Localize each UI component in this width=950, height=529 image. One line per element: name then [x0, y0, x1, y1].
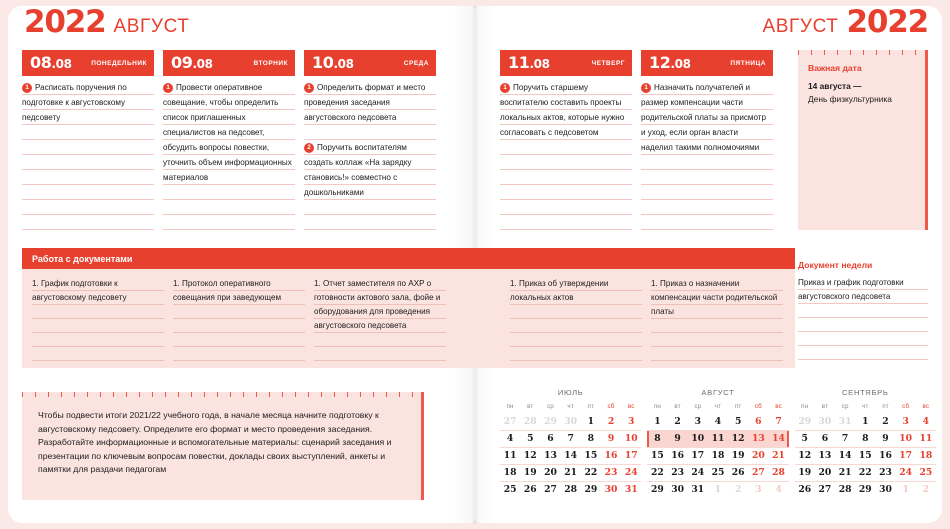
important-date-event: День физкультурника — [808, 93, 892, 104]
task-text: Назначить получателей и размер компенсации части родительской платы за присмотр и уход, если орган власти наделил такими полномочиями — [641, 83, 767, 152]
weekday-header: вс — [775, 403, 782, 410]
calendar-day-cell[interactable]: 24 — [896, 464, 916, 481]
day-cards-row — [22, 50, 928, 230]
weekday-header: пт — [587, 403, 595, 410]
calendar-day-cell[interactable]: 28 — [768, 464, 788, 481]
task-number-badge: 1 — [163, 83, 173, 93]
calendar-day-cell[interactable]: 14 — [768, 430, 788, 447]
calendar-day-cell[interactable]: 25 — [916, 464, 936, 481]
calendar-week-row — [795, 413, 936, 430]
calendar-day-cell[interactable]: 13 — [540, 447, 560, 464]
calendar-day-cell[interactable]: 23 — [875, 464, 895, 481]
task-number-badge: 1 — [304, 83, 314, 93]
weekday-header: ср — [547, 403, 554, 410]
weekday-header: чт — [714, 403, 722, 410]
calendar-day-cell[interactable]: 31 — [688, 481, 708, 498]
calendar-day-cell[interactable]: 7 — [835, 430, 855, 447]
calendar-week-row — [500, 464, 641, 481]
important-date-body — [808, 80, 915, 105]
calendar-day-cell[interactable]: 20 — [540, 464, 560, 481]
calendar-day-cell[interactable]: 15 — [581, 447, 601, 464]
calendar-day-cell[interactable]: 17 — [621, 447, 641, 464]
task-number-badge: 1 — [22, 83, 32, 93]
calendar-day-cell[interactable]: 6 — [815, 430, 835, 447]
calendar-day-cell[interactable]: 5 — [734, 415, 742, 427]
calendar-day-cell[interactable]: 2 — [607, 415, 615, 427]
day-card-weekday: ПОНЕДЕЛЬНИК — [91, 59, 147, 67]
mini-calendar-grid — [647, 402, 788, 498]
calendar-day-cell[interactable]: 1 — [896, 481, 916, 498]
calendar-day-cell[interactable]: 9 — [601, 430, 621, 447]
calendar-day-cell[interactable]: 23 — [668, 464, 688, 481]
calendar-day-cell[interactable]: 4 — [922, 415, 930, 427]
calendar-day-cell[interactable]: 27 — [503, 415, 517, 427]
calendar-day-cell[interactable]: 27 — [748, 464, 768, 481]
calendar-week-row — [795, 481, 936, 498]
calendar-day-cell[interactable]: 21 — [768, 447, 788, 464]
masthead-left — [24, 3, 190, 40]
weekday-header: ср — [841, 403, 849, 410]
document-of-week-panel — [798, 248, 928, 368]
calendar-day-cell[interactable]: 14 — [835, 447, 855, 464]
calendar-day-cell[interactable]: 21 — [561, 464, 581, 481]
mini-calendar-grid — [500, 402, 641, 498]
calendar-day-cell[interactable]: 1 — [654, 415, 661, 427]
calendar-day-cell[interactable]: 25 — [500, 481, 520, 498]
calendar-day-cell[interactable]: 5 — [795, 430, 815, 447]
calendar-day-cell[interactable]: 10 — [688, 430, 708, 447]
document-column[interactable] — [314, 277, 446, 363]
calendar-day-cell[interactable]: 31 — [621, 481, 641, 498]
calendar-day-cell[interactable]: 9 — [875, 430, 895, 447]
calendar-day-cell[interactable]: 22 — [855, 464, 875, 481]
calendar-day-cell[interactable]: 1 — [587, 415, 595, 427]
calendar-day-cell[interactable]: 4 — [500, 430, 520, 447]
monthly-tip-text: Чтобы подвести итоги 2021/22 учебного года, в начале месяца начните подготовку к августовскому педсовету. Определите его формат и место проведения заседания. Разработайте информационные и вспомогательные материалы: сценарий заседания и презентации по ключевым вопросам повестки, доклады своих выступлений, анкеты и памятки для раздачи педагогам — [38, 410, 392, 475]
day-card-date: 12.08 — [649, 53, 691, 72]
calendar-day-cell[interactable]: 27 — [815, 481, 835, 498]
calendar-day-cell[interactable]: 17 — [688, 447, 708, 464]
day-card-header — [304, 50, 436, 76]
documents-title: Работа с документами — [22, 248, 795, 269]
mini-calendar — [647, 388, 788, 518]
day-task — [304, 140, 436, 200]
calendar-day-cell[interactable]: 21 — [835, 464, 855, 481]
calendar-day-cell[interactable]: 11 — [500, 447, 520, 464]
calendar-day-cell[interactable]: 3 — [694, 415, 701, 427]
calendar-day-cell[interactable]: 3 — [748, 481, 768, 498]
day-task — [22, 80, 154, 125]
day-card-weekday: СРЕДА — [403, 59, 429, 67]
day-task — [163, 80, 295, 185]
masthead-right — [762, 3, 929, 40]
calendar-day-cell[interactable]: 27 — [540, 481, 560, 498]
calendar-day-cell[interactable]: 15 — [647, 447, 667, 464]
calendar-week-row — [647, 464, 788, 481]
weekday-header: вт — [821, 403, 829, 410]
mini-calendar-grid — [795, 402, 936, 498]
weekday-header: сб — [902, 403, 910, 410]
day-card-body[interactable] — [304, 76, 436, 230]
masthead-year-left: 2022 — [24, 3, 106, 40]
masthead-month-right: АВГУСТ — [762, 15, 839, 37]
calendar-day-cell[interactable]: 9 — [668, 430, 688, 447]
task-number-badge: 1 — [500, 83, 510, 93]
day-card-weekday: ПЯТНИЦА — [730, 59, 766, 67]
weekday-header-row — [795, 402, 936, 413]
weekday-header: пт — [882, 403, 889, 410]
weekday-header-row — [500, 402, 641, 413]
important-date-date: 14 августа — — [808, 81, 862, 91]
calendar-day-cell[interactable]: 18 — [916, 447, 936, 464]
calendar-day-cell[interactable]: 29 — [855, 481, 875, 498]
day-card[interactable] — [22, 50, 154, 230]
calendar-day-cell[interactable]: 12 — [795, 447, 815, 464]
calendar-day-cell[interactable]: 2 — [916, 481, 936, 498]
calendar-day-cell[interactable]: 16 — [668, 447, 688, 464]
important-date-panel — [798, 50, 928, 230]
task-number-badge: 2 — [304, 143, 314, 153]
calendar-week-row — [795, 464, 936, 481]
calendar-day-cell[interactable]: 18 — [708, 447, 728, 464]
weekday-header: пт — [734, 403, 742, 410]
calendar-day-cell[interactable]: 4 — [768, 481, 788, 498]
calendar-day-cell[interactable]: 1 — [862, 415, 869, 427]
weekday-header: пн — [506, 403, 514, 410]
calendar-day-cell[interactable]: 6 — [755, 415, 762, 427]
calendar-day-cell[interactable]: 22 — [581, 464, 601, 481]
calendar-day-cell[interactable]: 4 — [714, 415, 722, 427]
calendar-day-cell[interactable]: 13 — [815, 447, 835, 464]
day-card-date: 11.08 — [508, 53, 550, 72]
calendar-day-cell[interactable]: 29 — [647, 481, 667, 498]
task-text: Поручить воспитателям создать коллаж «На зарядку становись!» совместно с дошкольниками — [304, 143, 412, 197]
calendar-day-cell[interactable]: 2 — [728, 481, 748, 498]
calendar-day-cell[interactable]: 15 — [855, 447, 875, 464]
calendar-day-cell[interactable]: 13 — [748, 430, 768, 447]
weekday-header: сб — [754, 403, 762, 410]
task-text: Определить формат и место проведения заседания августовского педсовета — [304, 83, 426, 122]
day-card-body[interactable] — [500, 76, 632, 230]
calendar-week-row — [647, 481, 788, 498]
calendar-day-cell[interactable]: 10 — [621, 430, 641, 447]
calendar-day-cell[interactable]: 23 — [601, 464, 621, 481]
weekday-header: вс — [627, 403, 635, 410]
calendar-week-row — [500, 481, 641, 498]
calendar-day-cell[interactable]: 2 — [882, 415, 889, 427]
masthead-year-right: 2022 — [846, 3, 928, 40]
calendar-day-cell[interactable]: 11 — [708, 430, 728, 447]
weekday-header: вт — [674, 403, 681, 410]
document-item: 1. График подготовки к августовскому педсовету — [32, 279, 127, 302]
calendar-day-cell[interactable]: 24 — [688, 464, 708, 481]
mini-calendar — [795, 388, 936, 518]
day-card-body[interactable] — [22, 76, 154, 230]
document-item: 1. Отчет заместителя по АХР о готовности актового зала, фойе и оборудования для проведения августовского педсовета — [314, 279, 441, 330]
calendar-day-cell[interactable]: 22 — [647, 464, 667, 481]
calendar-day-cell[interactable]: 31 — [838, 415, 852, 427]
masthead — [0, 2, 950, 42]
weekday-header: пн — [653, 403, 661, 410]
day-card[interactable] — [304, 50, 436, 230]
calendar-day-cell[interactable]: 1 — [708, 481, 728, 498]
calendar-day-cell[interactable]: 20 — [748, 447, 768, 464]
calendar-day-cell[interactable]: 28 — [523, 415, 537, 427]
task-text: Провести оперативное совещание, чтобы определить список приглашенных специалистов на педсовет, обсудить вопросы повестки, уточнить объем информационных материалов — [163, 83, 292, 182]
calendar-day-cell[interactable]: 30 — [875, 481, 895, 498]
calendar-day-cell[interactable]: 2 — [674, 415, 681, 427]
masthead-month-left: АВГУСТ — [113, 15, 190, 37]
weekday-header: пн — [801, 403, 809, 410]
calendar-week-row — [500, 447, 641, 464]
calendar-day-cell[interactable]: 7 — [561, 430, 581, 447]
calendar-day-cell[interactable]: 18 — [500, 464, 520, 481]
calendar-day-cell[interactable]: 30 — [818, 415, 832, 427]
calendar-week-row — [647, 413, 788, 430]
calendar-day-cell[interactable]: 5 — [520, 430, 540, 447]
day-card[interactable] — [500, 50, 632, 230]
documents-columns — [22, 269, 795, 368]
calendar-week-row — [795, 430, 936, 447]
weekday-header: вс — [922, 403, 930, 410]
document-column[interactable] — [510, 277, 642, 363]
calendar-day-cell[interactable]: 26 — [728, 464, 748, 481]
document-column[interactable] — [32, 277, 164, 363]
calendar-day-cell[interactable]: 17 — [896, 447, 916, 464]
document-item: 1. Приказ о назначении компенсации части родительской платы — [651, 279, 778, 316]
calendar-day-cell[interactable]: 26 — [795, 481, 815, 498]
documents-band — [22, 248, 795, 368]
calendar-day-cell[interactable]: 14 — [561, 447, 581, 464]
calendar-day-cell[interactable]: 28 — [835, 481, 855, 498]
mini-calendar-title: ИЮЛЬ — [557, 388, 584, 397]
day-card-weekday: ВТОРНИК — [253, 59, 288, 67]
mini-calendars — [500, 388, 936, 518]
calendar-day-cell[interactable]: 26 — [520, 481, 540, 498]
day-card-weekday: ЧЕТВЕРГ — [591, 59, 625, 67]
calendar-day-cell[interactable]: 19 — [728, 447, 748, 464]
document-column[interactable] — [173, 277, 305, 363]
monthly-tip-box — [22, 392, 424, 500]
calendar-day-cell[interactable]: 29 — [544, 415, 557, 427]
calendar-day-cell[interactable]: 24 — [621, 464, 641, 481]
calendar-day-cell[interactable]: 29 — [581, 481, 601, 498]
calendar-day-cell[interactable]: 25 — [708, 464, 728, 481]
calendar-week-row — [795, 447, 936, 464]
calendar-day-cell[interactable]: 8 — [581, 430, 601, 447]
calendar-day-cell[interactable]: 12 — [728, 430, 748, 447]
day-task — [500, 80, 632, 140]
calendar-day-cell[interactable]: 19 — [520, 464, 540, 481]
weekday-header: вт — [527, 403, 534, 410]
calendar-day-cell[interactable]: 12 — [520, 447, 540, 464]
document-item: 1. Протокол оперативного совещания при заведующем — [173, 279, 282, 302]
calendar-day-cell[interactable]: 16 — [875, 447, 895, 464]
calendar-day-cell[interactable]: 8 — [855, 430, 875, 447]
weekday-header-row — [647, 402, 788, 413]
day-card-date: 08.08 — [30, 53, 72, 72]
calendar-day-cell[interactable]: 7 — [775, 415, 782, 427]
day-task — [304, 80, 436, 125]
calendar-day-cell[interactable]: 30 — [564, 415, 578, 427]
document-column[interactable] — [651, 277, 783, 363]
day-card-date: 10.08 — [312, 53, 354, 72]
calendar-week-row — [500, 430, 641, 447]
calendar-day-cell[interactable]: 28 — [561, 481, 581, 498]
calendar-day-cell[interactable]: 29 — [798, 415, 812, 427]
day-card-header — [22, 50, 154, 76]
mini-calendar — [500, 388, 641, 518]
document-of-week-title: Документ недели — [798, 260, 873, 270]
day-card[interactable] — [163, 50, 295, 230]
calendar-day-cell[interactable]: 19 — [795, 464, 815, 481]
calendar-day-cell[interactable]: 16 — [601, 447, 621, 464]
important-date-title: Важная дата — [808, 63, 862, 73]
day-card-body[interactable] — [641, 76, 773, 230]
task-number-badge: 1 — [641, 83, 651, 93]
mini-calendar-title: СЕНТЯБРЬ — [842, 388, 889, 397]
calendar-day-cell[interactable]: 8 — [647, 430, 667, 447]
calendar-week-row-highlighted — [647, 430, 788, 447]
calendar-day-cell[interactable]: 30 — [601, 481, 621, 498]
task-text: Расписать поручения по подготовке к августовскому педсовету — [22, 83, 127, 122]
calendar-day-cell[interactable]: 10 — [896, 430, 916, 447]
document-of-week-lines — [798, 276, 928, 360]
day-card-date: 09.08 — [171, 53, 213, 72]
calendar-week-row — [647, 447, 788, 464]
document-item: 1. Приказ об утверждении локальных актов — [510, 279, 609, 302]
day-card[interactable] — [641, 50, 773, 230]
weekday-header: сб — [607, 403, 615, 410]
task-text: Поручить старшему воспитателю составить проекты локальных актов, которые нужно согласовать с педсоветом — [500, 83, 625, 137]
calendar-day-cell[interactable]: 11 — [916, 430, 936, 447]
mini-calendar-title: АВГУСТ — [701, 388, 735, 397]
calendar-day-cell[interactable]: 6 — [540, 430, 560, 447]
day-task — [641, 80, 773, 155]
calendar-day-cell[interactable]: 3 — [628, 415, 635, 427]
day-card-header — [641, 50, 773, 76]
calendar-day-cell[interactable]: 3 — [902, 415, 909, 427]
calendar-week-row — [500, 413, 641, 430]
weekday-header: чт — [567, 403, 574, 410]
weekday-header: чт — [862, 403, 869, 410]
day-card-header — [500, 50, 632, 76]
calendar-day-cell[interactable]: 30 — [668, 481, 688, 498]
day-card-body[interactable] — [163, 76, 295, 230]
day-card-header — [163, 50, 295, 76]
weekday-header: ср — [694, 403, 702, 410]
calendar-day-cell[interactable]: 20 — [815, 464, 835, 481]
document-of-week-text: Приказ и график подготовки августовского педсовета — [798, 278, 904, 301]
